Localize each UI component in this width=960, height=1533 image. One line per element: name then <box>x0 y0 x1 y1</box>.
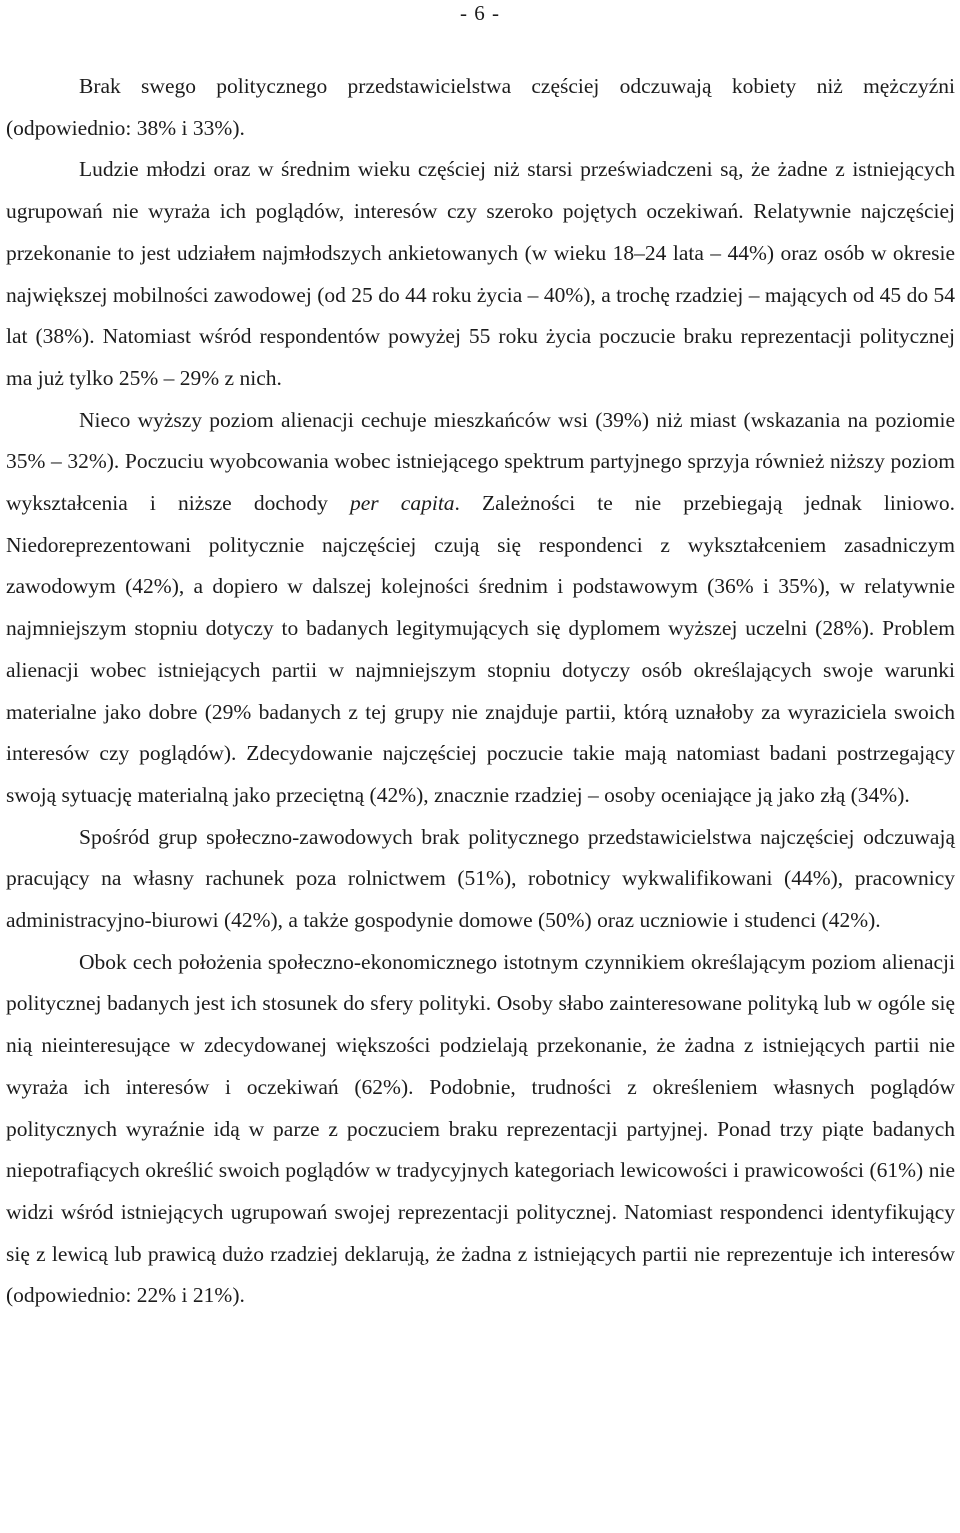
paragraph <box>6 149 955 399</box>
page-number: - 6 - <box>460 1 500 25</box>
paragraph-text: . Zależności te nie przebiegają jednak liniowo. Niedoreprezentowani politycznie najczęściej czują się respondenci z wykształceniem zasadniczym zawodowym (42%), a dopiero w dalszej kolejności średnim i podstawowym (36% i 35%), w relatywnie najmniejszym stopniu dotyczy to badanych legitymujących się dyplomem wyższej uczelni (28%). Problem alienacji wobec istniejących partii w najmniejszym stopniu dotyczy osób określających swoje warunki materialne jako dobre (29% badanych z tej grupy nie znajduje partii, którą uznałoby za wyraziciela swoich interesów czy poglądów). Zdecydowanie najczęściej poczucie takie mają natomiast badani postrzegający swoją sytuację materialną jako przeciętną (42%), znacznie rzadziej – osoby oceniające ją jako złą (34%). <box>6 491 956 807</box>
italic-term: per capita <box>350 491 455 516</box>
paragraph-text: Obok cech położenia społeczno-ekonomicznego istotnym czynnikiem określającym poziom alienacji politycznej badanych jest ich stosunek do sfery polityki. Osoby słabo zainteresowane polityką lub w ogóle się nią nieinteresujące w zdecydowanej większości podzielają przekonanie, że żadna z istniejących partii nie wyraża ich interesów i oczekiwań (62%). Podobnie, trudności z określeniem własnych poglądów politycznych wyraźnie idą w parze z poczuciem braku reprezentacji partyjnej. Ponad trzy piąte badanych niepotrafiących określić swoich poglądów w tradycyjnych kategoriach lewicowości i prawicowości (61%) nie widzi wśród istniejących ugrupowań swojej reprezentacji politycznej. Natomiast respondenci identyfikujący się z lewicą lub prawicą dużo rzadziej deklarują, że żadna z istniejących partii nie reprezentuje ich interesów (odpowiednio: 22% i 21%). <box>6 949 955 1308</box>
paragraph <box>6 400 955 817</box>
paragraph <box>6 817 955 942</box>
paragraph-text: Nieco wyższy poziom alienacji cechuje mieszkańców wsi (39%) niż miast (wskazania na poziomie 35% – 32%). Poczuciu wyobcowania wobec istniejącego spektrum partyjnego sprzyja również niższy poziom wykształcenia i niższe dochody <box>6 407 955 516</box>
document-body <box>6 66 955 1317</box>
paragraph-text: Ludzie młodzi oraz w średnim wieku częściej niż starsi przeświadczeni są, że żadne z istniejących ugrupowań nie wyraża ich poglądów, interesów czy szeroko pojętych oczekiwań. Relatywnie najczęściej przekonanie to jest udziałem najmłodszych ankietowanych (w wieku 18–24 lata – 44%) oraz osób w okresie największej mobilności zawodowej (od 25 do 44 roku życia – 40%), a trochę rzadziej – mających od 45 do 54 lat (38%). Natomiast wśród respondentów powyżej 55 roku życia poczucie braku reprezentacji politycznej ma już tylko 25% – 29% z nich. <box>6 157 955 390</box>
paragraph-text: Brak swego politycznego przedstawicielstwa częściej odczuwają kobiety niż mężczyźni (odpowiednio: 38% i 33%). <box>6 74 955 140</box>
paragraph-text: Spośród grup społeczno-zawodowych brak politycznego przedstawicielstwa najczęściej odczuwają pracujący na własny rachunek poza rolnictwem (51%), robotnicy wykwalifikowani (44%), pracownicy administracyjno-biurowi (42%), a także gospodynie domowe (50%) oraz uczniowie i studenci (42%). <box>6 824 955 933</box>
paragraph <box>6 66 955 149</box>
paragraph <box>6 942 955 1317</box>
